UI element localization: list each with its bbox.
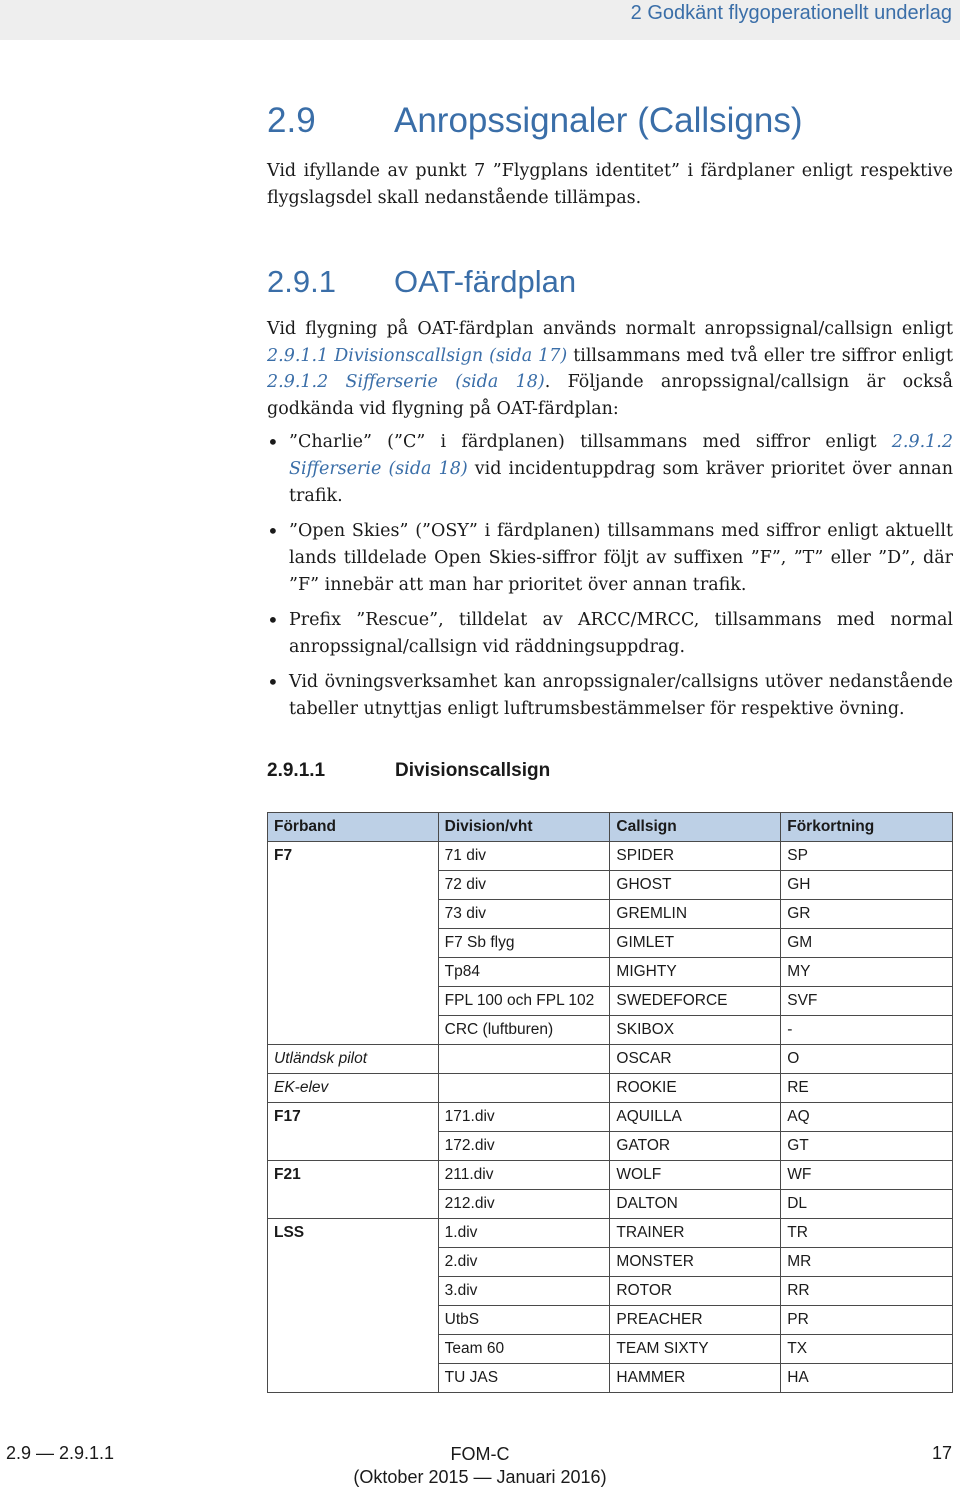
divisionscallsign-table (267, 812, 953, 1393)
cell-unit (268, 1190, 439, 1219)
cell-abbr: RR (781, 1277, 953, 1306)
cell-division: TU JAS (438, 1364, 610, 1393)
footer-document (0, 1443, 960, 1489)
cell-abbr: SP (781, 842, 953, 871)
table-row (268, 1161, 953, 1190)
cell-division: 1.div (438, 1219, 610, 1248)
cell-abbr: TX (781, 1335, 953, 1364)
cell-division: 72 div (438, 871, 610, 900)
table-row (268, 871, 953, 900)
cell-callsign: ROTOR (610, 1277, 781, 1306)
cell-abbr: - (781, 1016, 953, 1045)
cell-callsign: GIMLET (610, 929, 781, 958)
footer-section-range: 2.9 — 2.9.1.1 (6, 1443, 115, 1463)
section-title: Anropssignaler (Callsigns) (394, 101, 803, 140)
cell-division: 172.div (438, 1132, 610, 1161)
cell-callsign: WOLF (610, 1161, 781, 1190)
subsection-title: OAT-färdplan (394, 264, 577, 299)
cell-abbr: MR (781, 1248, 953, 1277)
bullet-text: ”Charlie” (”C” i färdplanen) tillsammans med siffror enligt (289, 432, 892, 452)
cell-abbr: MY (781, 958, 953, 987)
cell-callsign: OSCAR (610, 1045, 781, 1074)
bullet-charlie (267, 429, 953, 510)
cell-division (438, 1045, 610, 1074)
table-row (268, 1190, 953, 1219)
cell-abbr: GT (781, 1132, 953, 1161)
bullet-rescue (267, 607, 953, 661)
table-row (268, 1335, 953, 1364)
section-number: 2.9 (267, 101, 316, 140)
oat-text-c: . Följande anropssignal/callsign är också godkända vid flygning på OAT-färdplan: (267, 372, 953, 419)
running-header-text: 2 Godkänt flygoperationellt underlag (630, 2, 952, 24)
table-row (268, 1248, 953, 1277)
table-row (268, 1016, 953, 1045)
footer-doc-period: (Oktober 2015 — Januari 2016) (353, 1467, 607, 1487)
cell-unit (268, 1364, 439, 1393)
cell-callsign: TEAM SIXTY (610, 1335, 781, 1364)
cell-callsign: HAMMER (610, 1364, 781, 1393)
oat-text-b: tillsammans med två eller tre siffror enligt (567, 345, 953, 366)
table-row (268, 987, 953, 1016)
cell-unit (268, 1335, 439, 1364)
cell-unit (268, 1248, 439, 1277)
cell-abbr: WF (781, 1161, 953, 1190)
bullet-text: Prefix ”Rescue”, tilldelat av ARCC/MRCC, tillsammans med normal anropssignal/callsign vid räddningsuppdrag. (289, 610, 953, 657)
cell-abbr: RE (781, 1074, 953, 1103)
header-division: Division/vht (438, 813, 610, 842)
cell-abbr: DL (781, 1190, 953, 1219)
header-forband: Förband (268, 813, 439, 842)
subsubsection-heading (267, 760, 550, 782)
section-heading (267, 101, 803, 141)
table-row (268, 958, 953, 987)
table-row (268, 1306, 953, 1335)
xref-sifferserie-link[interactable]: 2.9.1.2 Sifferserie (sida 18) (289, 432, 953, 479)
bullet-ovning (267, 669, 953, 723)
table-row (268, 1045, 953, 1074)
cell-division: 211.div (438, 1161, 610, 1190)
cell-abbr: TR (781, 1219, 953, 1248)
cell-division: UtbS (438, 1306, 610, 1335)
cell-callsign: ROOKIE (610, 1074, 781, 1103)
cell-division: Tp84 (438, 958, 610, 987)
cell-unit: F17 (268, 1103, 439, 1132)
cell-callsign: SPIDER (610, 842, 781, 871)
footer-page-number: 17 (931, 1443, 952, 1463)
table-row (268, 1103, 953, 1132)
cell-abbr: GR (781, 900, 953, 929)
table-header-row (268, 813, 953, 842)
cell-callsign: DALTON (610, 1190, 781, 1219)
bullet-text: Vid övningsverksamhet kan anropssignaler/callsigns utöver nedanstående tabeller utnyttjas enligt luftrumsbestämmelser för respektive övning. (289, 672, 953, 719)
cell-callsign: AQUILLA (610, 1103, 781, 1132)
subsubsection-title: Divisionscallsign (395, 760, 551, 781)
cell-unit (268, 900, 439, 929)
bullet-text: vid incidentuppdrag som kräver prioritet över annan trafik. (289, 459, 953, 506)
cell-callsign: PREACHER (610, 1306, 781, 1335)
cell-callsign: GHOST (610, 871, 781, 900)
cell-abbr: SVF (781, 987, 953, 1016)
page-footer (0, 1440, 960, 1486)
oat-text-a: Vid flygning på OAT-färdplan används normalt anropssignal/callsign enligt (267, 319, 953, 339)
cell-callsign: SWEDEFORCE (610, 987, 781, 1016)
cell-unit (268, 1016, 439, 1045)
running-header (0, 0, 960, 40)
cell-division: 2.div (438, 1248, 610, 1277)
subsection-heading (267, 264, 576, 300)
table-row (268, 1364, 953, 1393)
cell-division: CRC (luftburen) (438, 1016, 610, 1045)
cell-callsign: GREMLIN (610, 900, 781, 929)
header-callsign: Callsign (610, 813, 781, 842)
cell-abbr: GH (781, 871, 953, 900)
cell-division: 3.div (438, 1277, 610, 1306)
footer-doc-title: FOM-C (450, 1444, 510, 1464)
subsubsection-number: 2.9.1.1 (267, 760, 326, 781)
table-row (268, 842, 953, 871)
bullet-open-skies (267, 518, 953, 599)
cell-division (438, 1074, 610, 1103)
cell-division: F7 Sb flyg (438, 929, 610, 958)
cell-unit (268, 1277, 439, 1306)
cell-callsign: GATOR (610, 1132, 781, 1161)
cell-unit: Utländsk pilot (268, 1045, 439, 1074)
cell-abbr: O (781, 1045, 953, 1074)
cell-division: 73 div (438, 900, 610, 929)
cell-callsign: MONSTER (610, 1248, 781, 1277)
cell-division: Team 60 (438, 1335, 610, 1364)
cell-abbr: AQ (781, 1103, 953, 1132)
cell-unit (268, 1132, 439, 1161)
section-intro: Vid ifyllande av punkt 7 ”Flygplans identitet” i färdplaner enligt respektive flygslagsdel skall nedanstående tillämpas. (267, 161, 953, 208)
table-row (268, 929, 953, 958)
cell-callsign: SKIBOX (610, 1016, 781, 1045)
cell-division: 71 div (438, 842, 610, 871)
cell-callsign: MIGHTY (610, 958, 781, 987)
cell-unit: F21 (268, 1161, 439, 1190)
xref-sifferserie-link[interactable]: 2.9.1.2 Sifferserie (sida 18) (267, 372, 545, 392)
cell-unit (268, 871, 439, 900)
cell-abbr: HA (781, 1364, 953, 1393)
subsection-number: 2.9.1 (267, 264, 336, 299)
callsign-bullet-list (267, 429, 953, 731)
cell-callsign: TRAINER (610, 1219, 781, 1248)
cell-abbr: PR (781, 1306, 953, 1335)
cell-division: 171.div (438, 1103, 610, 1132)
cell-unit: LSS (268, 1219, 439, 1248)
table-row (268, 1132, 953, 1161)
cell-unit (268, 987, 439, 1016)
cell-unit: F7 (268, 842, 439, 871)
table-row (268, 1277, 953, 1306)
table-row (268, 900, 953, 929)
cell-division: FPL 100 och FPL 102 (438, 987, 610, 1016)
cell-unit (268, 958, 439, 987)
table-row (268, 1219, 953, 1248)
cell-unit (268, 929, 439, 958)
table-row (268, 1074, 953, 1103)
cell-unit (268, 1306, 439, 1335)
cell-abbr: GM (781, 929, 953, 958)
cell-unit: EK-elev (268, 1074, 439, 1103)
header-forkortning: Förkortning (781, 813, 953, 842)
cell-division: 212.div (438, 1190, 610, 1219)
xref-divisionscallsign-link[interactable]: 2.9.1.1 Divisionscallsign (sida 17) (267, 345, 568, 366)
bullet-text: ”Open Skies” (”OSY” i färdplanen) tillsammans med siffror enligt aktuellt lands tilldelade Open Skies-siffror följt av suffixen ”F”, ”T” eller ”D”, där ”F” innebär att man har prioritet över annan trafik. (289, 521, 953, 595)
oat-paragraph (267, 316, 953, 422)
